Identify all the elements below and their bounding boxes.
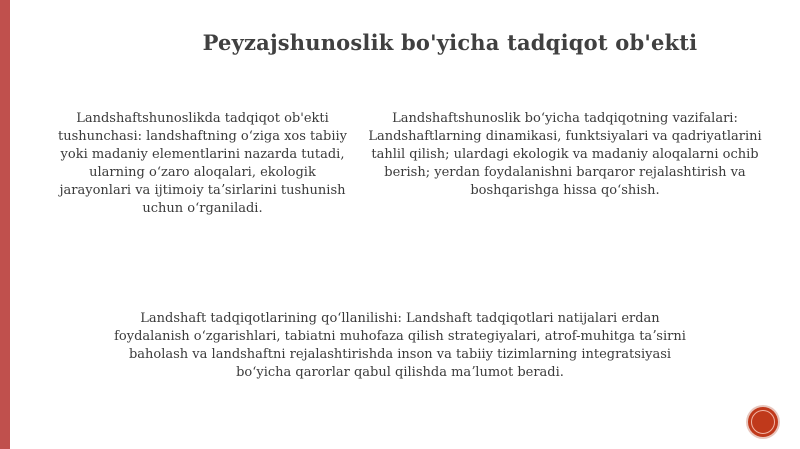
accent-bar (0, 0, 10, 449)
circle-button-icon[interactable] (748, 407, 778, 437)
right-text-block: Landshaftshunoslik boʻyicha tadqiqotning vazifalari: Landshaftlarning dinamikasi, funktsiyalari va qadriyatlarini tahlil qilish; ulardagi ekologik va madaniy aloqalarni ochib berish; yerdan foydalanishni barqaror rejalashtirish va boshqarishga hissa qoʻshish. (368, 111, 762, 198)
left-text-block: Landshaftshunoslikda tadqiqot ob'ekti tushunchasi: landshaftning oʻziga xos tabiiy yoki madaniy elementlarini nazarda tutadi, ularning oʻzaro aloqalari, ekologik jarayonlari va ijtimoiy taʼsirlarini tushunish uchun oʻrganiladi. (57, 111, 347, 216)
slide-title: Peyzajshunoslik bo'yicha tadqiqot ob'ekti (202, 30, 698, 55)
bottom-text-block: Landshaft tadqiqotlarining qoʻllanilishi: Landshaft tadqiqotlari natijalari erdan foydalanish oʻzgarishlari, tabiatni muhofaza qilish strategiyalari, atrof-muhitga taʼsirni baholash va landshaftni rejalashtirishda inson va tabiiy tizimlarning integratsiyasi boʻyicha qarorlar qabul qilishda maʼlumot beradi. (114, 311, 686, 380)
